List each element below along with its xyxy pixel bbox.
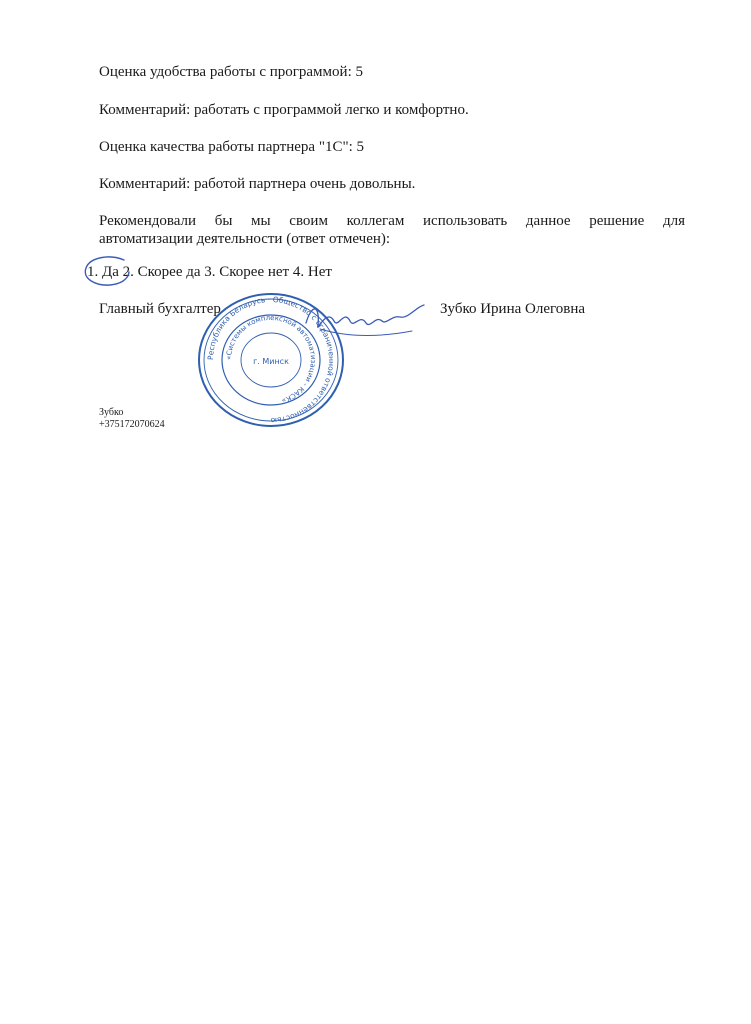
partner-rating: Оценка качества работы партнера "1С": 5 (99, 139, 364, 155)
recommend-question (99, 212, 685, 248)
recommend-question-line-2: автоматизации деятельности (ответ отмечен): (99, 231, 391, 247)
answer-options: 1. Да 2. Скорее да 3. Скорее нет 4. Нет (87, 264, 332, 280)
signatory-title: Главный бухгалтер (99, 301, 221, 317)
handwritten-signature (300, 295, 430, 350)
contact-phone: +375172070624 (99, 419, 165, 430)
recommend-question-line-1: Рекомендовали бы мы своим коллегам использовать данное решение для (99, 213, 685, 229)
usability-comment: Комментарий: работать с программой легко и комфортно. (99, 102, 469, 118)
contact-name: Зубко (99, 407, 124, 418)
partner-comment: Комментарий: работой партнера очень довольны. (99, 176, 416, 192)
usability-rating: Оценка удобства работы с программой: 5 (99, 64, 363, 80)
stamp-outer-text: Республика Беларусь · Общество с ограниченной ответственностью (205, 294, 337, 426)
answer-circle-mark (80, 252, 138, 290)
stamp-city: г. Минск (253, 357, 289, 366)
stamp-inner-text: «Системы комплексной автоматизации - КАСК» (224, 313, 318, 405)
signatory-name: Зубко Ирина Олеговна (440, 301, 586, 317)
